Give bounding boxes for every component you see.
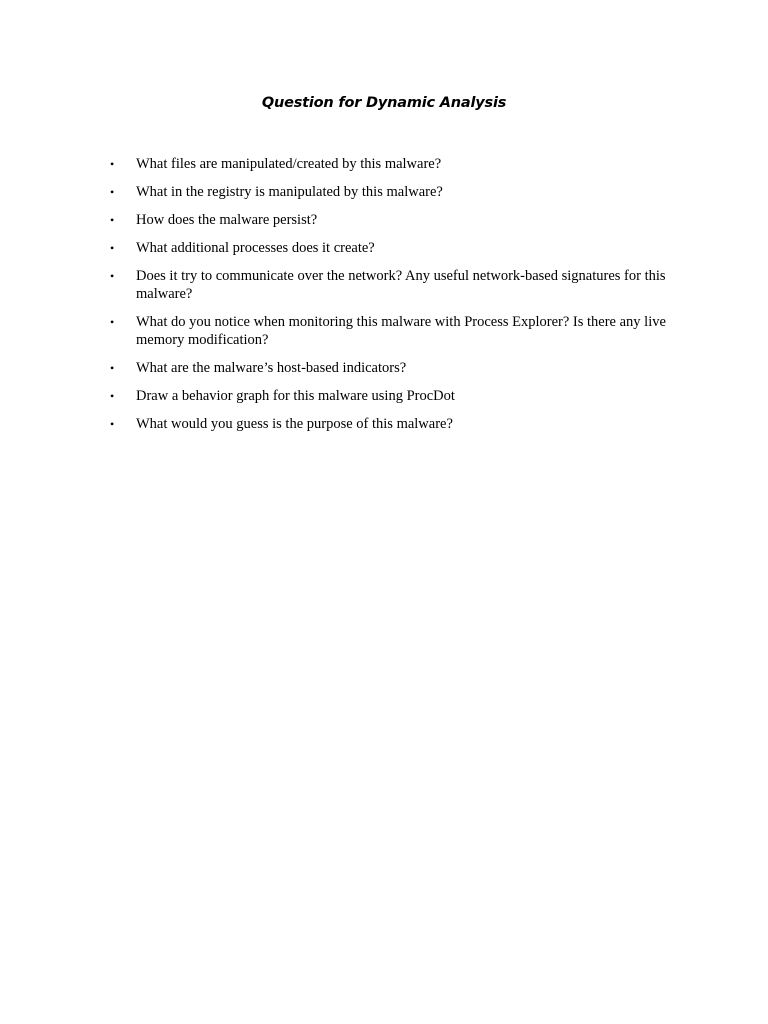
question-text: What additional processes does it create? bbox=[136, 240, 375, 256]
bullet-icon: • bbox=[110, 269, 115, 283]
question-text: What do you notice when monitoring this malware with Process Explorer? Is there any live memory modification? bbox=[136, 314, 666, 348]
question-text: What in the registry is manipulated by this malware? bbox=[136, 184, 443, 200]
question-item-8 bbox=[110, 387, 670, 405]
question-text: What files are manipulated/created by this malware? bbox=[136, 156, 442, 172]
bullet-icon: • bbox=[110, 241, 115, 255]
question-item-9 bbox=[110, 415, 670, 433]
question-item-4 bbox=[110, 239, 670, 257]
question-text: What would you guess is the purpose of this malware? bbox=[136, 416, 453, 432]
question-text: Draw a behavior graph for this malware using ProcDot bbox=[136, 388, 455, 404]
question-text: Does it try to communicate over the network? Any useful network-based signatures for this malware? bbox=[136, 268, 666, 302]
bullet-icon: • bbox=[110, 315, 115, 329]
bullet-icon: • bbox=[110, 361, 115, 375]
question-text: How does the malware persist? bbox=[136, 212, 318, 228]
bullet-icon: • bbox=[110, 389, 115, 403]
question-item-1 bbox=[110, 155, 670, 173]
bullet-icon: • bbox=[110, 213, 115, 227]
bullet-icon: • bbox=[110, 185, 115, 199]
question-item-7 bbox=[110, 359, 670, 377]
bullet-icon: • bbox=[110, 157, 115, 171]
question-list bbox=[110, 155, 670, 443]
question-item-3 bbox=[110, 211, 670, 229]
bullet-icon: • bbox=[110, 417, 115, 431]
document-title: Question for Dynamic Analysis bbox=[261, 95, 507, 111]
question-item-5 bbox=[110, 267, 670, 303]
question-item-2 bbox=[110, 183, 670, 201]
question-item-6 bbox=[110, 313, 670, 349]
question-text: What are the malware’s host-based indicators? bbox=[136, 360, 407, 376]
